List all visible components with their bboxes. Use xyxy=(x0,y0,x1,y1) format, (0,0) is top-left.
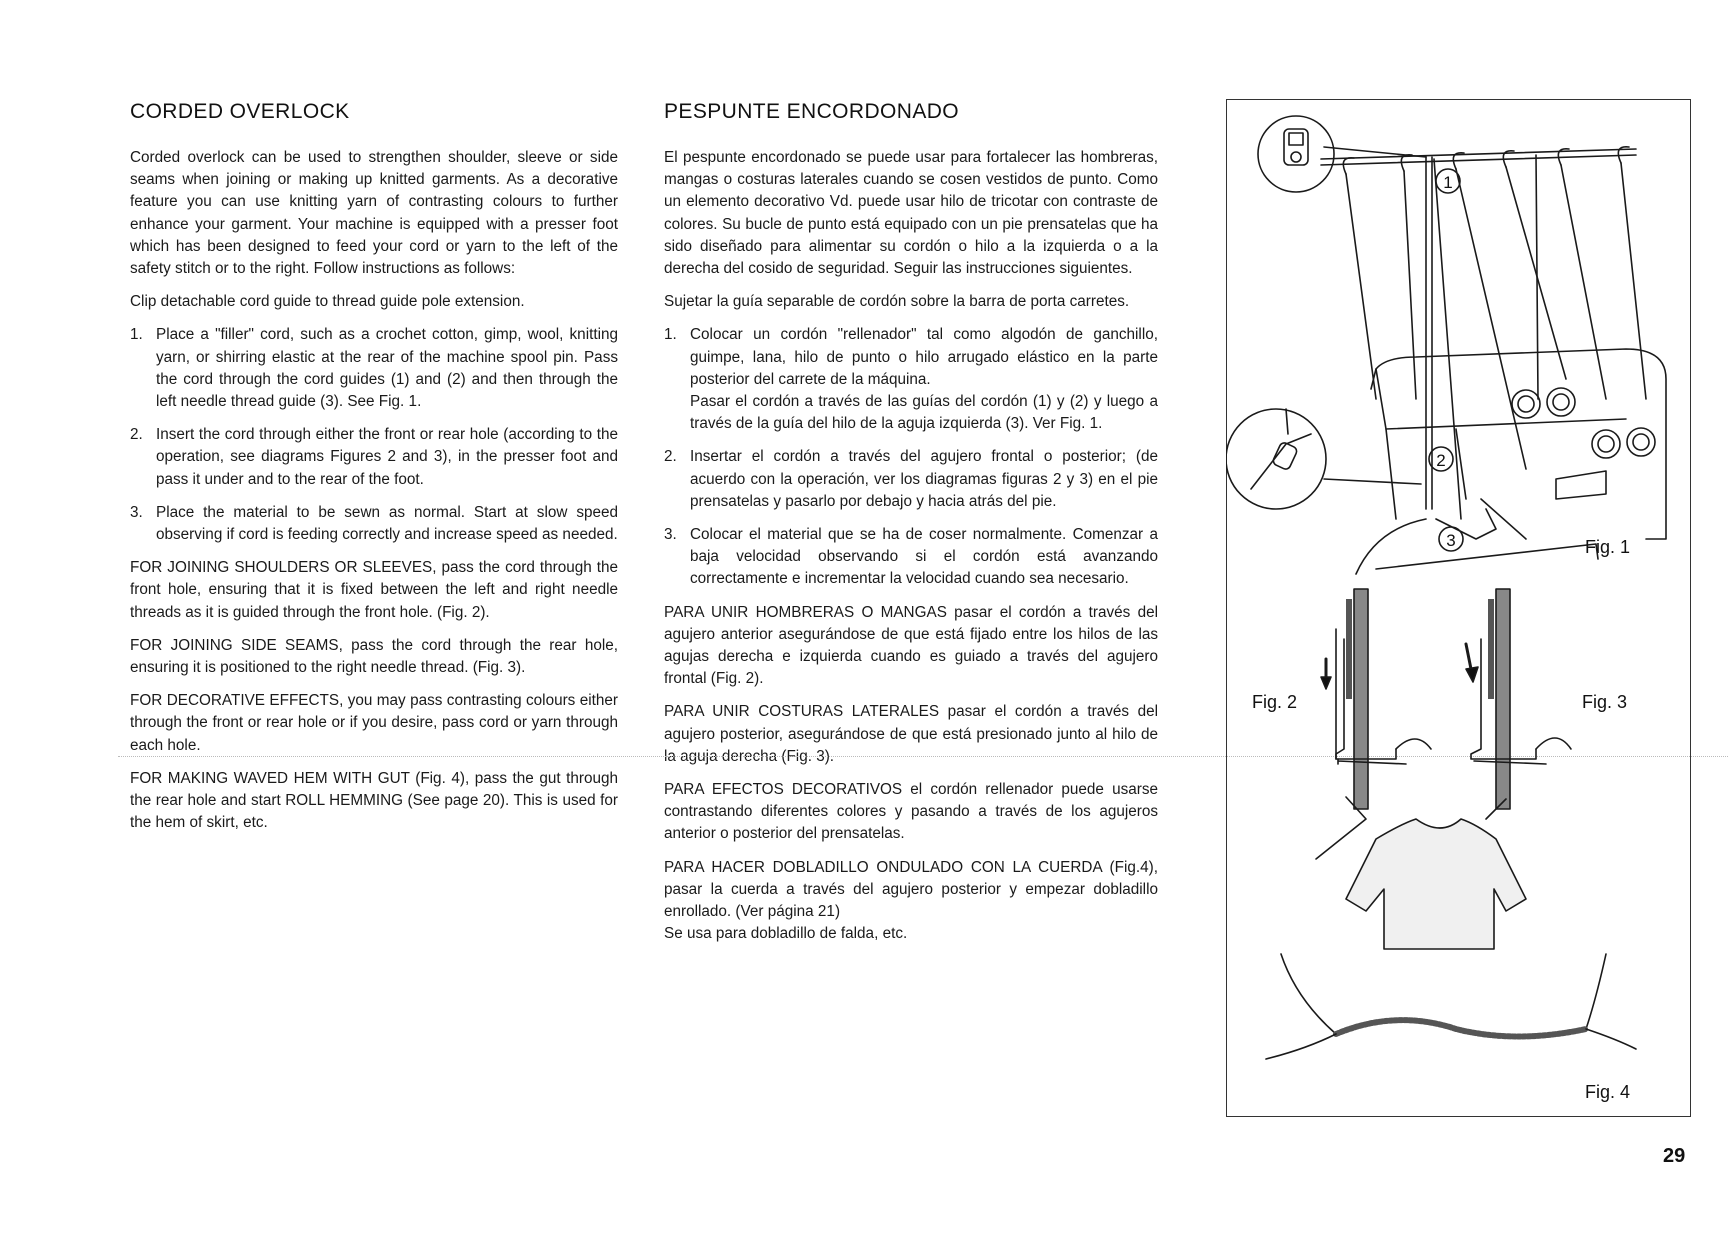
fig3-cord xyxy=(1496,589,1510,809)
fig1-label: Fig. 1 xyxy=(1585,537,1631,557)
figures-illustration xyxy=(1226,99,1691,1117)
callout-2-label: 2 xyxy=(1436,451,1446,470)
english-title: CORDED OVERLOCK xyxy=(130,100,350,123)
english-steps-list xyxy=(130,324,618,546)
english-clip-instruction: Clip detachable cord guide to thread guide pole extension. xyxy=(130,293,525,311)
spanish-intro: El pespunte encordonado se puede usar para fortalecer las hombreras, mangas o costuras laterales cuando se cosen vestidos de punto. Como un elemento decorativo Vd. puede usar hilo de tricotar con contraste de colores. Su bucle de punto está equipado con un pie prensatelas que ha sido diseñado para alimentar su cordón o hilo a la izquierda o a la derecha del cosido de seguridad. Seguir las instrucciones siguientes. xyxy=(664,149,1158,278)
cord-guide-icon xyxy=(1284,129,1308,165)
spanish-joining-side-seams: PARA UNIR COSTURAS LATERALES pasar el cordón a través del agujero posterior, asegurándose de que está presionado junto al hilo de la aguja derecha (Fig. 3). xyxy=(664,703,1158,765)
spanish-steps-list xyxy=(664,324,1158,590)
english-step-2: 2. Insert the cord through either the front or rear hole (according to the operation, see diagrams Figures 2 and 3), in the presser foot and pass it under and to the rear of the foot. xyxy=(130,426,618,488)
spanish-step-1: 1. Colocar un cordón "rellenador" tal como algodón de ganchillo, guimpe, lana, hilo de punto o hilo arrugado elástico en la parte posterior del carrete de la máquina. Pasar el cordón a través de las guías del cordón (1) y (2) y luego a través de la guía del hilo de la aguja izquierda (3). Ver Fig. 1. xyxy=(664,326,1158,433)
spanish-decorative-effects: PARA EFECTOS DECORATIVOS el cordón rellenador puede usarse contrastando diferentes colores y pasando a través de los agujeros anterior o posterior del prensatelas. xyxy=(664,781,1158,843)
spanish-waved-hem xyxy=(664,857,1158,946)
english-intro: Corded overlock can be used to strengthen shoulder, sleeve or side seams when joining or making up knitted garments. As a decorative feature you can use knitting yarn of contrasting colours to further enhance your garment. Your machine is equipped with a presser foot which has been designed to feed your cord or yarn to the left of the safety stitch or to the right. Follow instructions as follows: xyxy=(130,149,618,278)
fig4-corded-hem xyxy=(1336,1020,1586,1036)
spanish-clip-instruction: Sujetar la guía separable de cordón sobre la barra de porta carretes. xyxy=(664,293,1130,311)
spanish-step-2: 2. Insertar el cordón a través del agujero frontal o posterior; (de acuerdo con la operación, ver los diagramas figuras 2 y 3) en el pie prensatelas y pasarlo por debajo y hacia atrás del pie. xyxy=(664,448,1158,510)
spanish-step-3: 3. Colocar el material que se ha de coser normalmente. Comenzar a baja velocidad observando si el cordón está avanzando correctamente e incrementar la velocidad cuando sea necesario. xyxy=(664,526,1158,588)
english-decorative-effects: FOR DECORATIVE EFFECTS, you may pass contrasting colours either through the front or rear hole or if you desire, pass cord or yarn through each hole. xyxy=(130,692,618,754)
callout-1-label: 1 xyxy=(1443,173,1453,192)
fig2-cord xyxy=(1354,589,1368,809)
spanish-column xyxy=(664,100,1158,957)
english-joining-side-seams: FOR JOINING SIDE SEAMS, pass the cord through the rear hole, ensuring it is positioned to the right needle thread. (Fig. 3). xyxy=(130,636,618,677)
fig2-label: Fig. 2 xyxy=(1252,692,1298,712)
fig1-detail-circle-left xyxy=(1226,409,1326,509)
english-joining-shoulders: FOR JOINING SHOULDERS OR SLEEVES, pass the cord through the front hole, ensuring that it is fixed between the left and right needle threads as it is guided through the front hole. (Fig. 2). xyxy=(130,559,618,621)
spanish-title: PESPUNTE ENCORDONADO xyxy=(664,100,960,123)
fig4-label: Fig. 4 xyxy=(1585,1082,1631,1102)
sweater-illustration xyxy=(1316,797,1526,949)
english-waved-hem: FOR MAKING WAVED HEM WITH GUT (Fig. 4), pass the gut through the rear hole and start ROLL HEMMING (See page 20). This is used for the hem of skirt, etc. xyxy=(130,769,618,832)
english-step-1: 1. Place a "filler" cord, such as a crochet cotton, gimp, wool, knitting yarn, or shirring elastic at the rear of the machine spool pin. Pass the cord through the cord guides (1) and (2) and then through the left needle thread guide (3). See Fig. 1. xyxy=(130,326,618,411)
english-column xyxy=(130,100,618,845)
fig1-detail-circle-top xyxy=(1258,116,1334,192)
fig1-machine-illustration xyxy=(1226,116,1666,574)
callout-3-label: 3 xyxy=(1446,531,1456,550)
spanish-joining-shoulders: PARA UNIR HOMBRERAS O MANGAS pasar el cordón a través del agujero anterior asegurándose de que está fijado entre los hilos de las agujas derecha e izquierda cuando es guiado a través del agujero frontal (Fig. 2). xyxy=(664,603,1158,688)
page-number: 29 xyxy=(1663,1145,1686,1167)
spanish-waved-hem-line-1: PARA HACER DOBLADILLO ONDULADO CON LA CUERDA (Fig.4), pasar la cuerda a través del agujero posterior y empezar dobladillo enrollado. (Ver página 21) xyxy=(664,858,1158,921)
fig4-waved-hem-illustration xyxy=(1266,954,1636,1059)
fig3-label: Fig. 3 xyxy=(1582,692,1628,712)
fig3-presser-foot-illustration xyxy=(1466,589,1571,809)
fig2-presser-foot-illustration xyxy=(1321,589,1431,809)
english-step-3: 3. Place the material to be sewn as normal. Start at slow speed observing if cord is feeding correctly and increase speed as needed. xyxy=(130,503,618,544)
spanish-waved-hem-line-2: Se usa para dobladillo de falda, etc. xyxy=(664,925,908,943)
